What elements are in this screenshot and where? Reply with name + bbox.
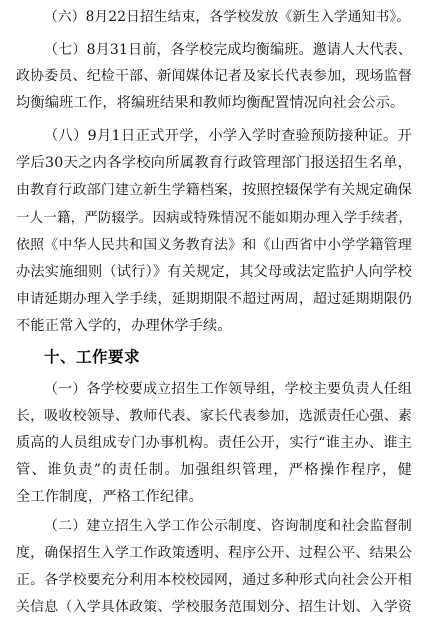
text-line: 办法实施细则（试行）》有关规定，其父母或法定监护人向学校	[16, 264, 412, 280]
text-line: 由教育行政部门建立新生学籍档案，按照控辍保学有关规定确保	[16, 182, 412, 198]
text-line: 不能正常入学的，办理休学手续。	[16, 318, 232, 334]
text-line: 均衡编班工作，将编班结果和教师均衡配置情况向社会公示。	[16, 95, 405, 111]
text-line: 正。各学校要充分利用本校校园网，通过多种形式向社会公开相	[16, 572, 412, 588]
text-line: 关信息（入学具体政策、学校服务范围划分、招生计划、入学资	[16, 599, 412, 615]
text-line: （六）8月22日招生结束，各学校发放《新生入学通知书》。	[44, 9, 411, 25]
text-line: （二）建立招生入学工作公示制度、咨询制度和社会监督制	[44, 518, 412, 534]
text-line: 质高的人员组成专门办事机构。责任公开，实行“谁主办、谁主	[16, 435, 412, 451]
text-line: 政协委员、纪检干部、新闻媒体记者及家长代表参加，现场监督	[16, 68, 412, 84]
text-line: 学后30天之内各学校向所属教育行政管理部门报送招生名单，	[16, 155, 412, 171]
text-line: （七）8月31日前，各学校完成均衡编班。邀请人大代表、	[44, 42, 412, 58]
text-line: （八）9月1日正式开学，小学入学时查验预防接种证。开	[44, 128, 412, 144]
text-line: （一）各学校要成立招生工作领导组，学校主要负责人任组	[44, 381, 412, 397]
section-heading: 十、工作要求	[44, 348, 141, 366]
text-line: 依照《中华人民共和国义务教育法》和《山西省中小学学籍管理	[16, 237, 412, 253]
text-line: 申请延期办理入学手续，延期期限不超过两周，超过延期期限仍	[16, 291, 412, 307]
text-line: 全工作制度，严格工作纪律。	[16, 489, 204, 505]
text-line: 一人一籍，严防辍学。因病或特殊情况不能如期办理入学手续者，	[16, 211, 412, 226]
text-line: 度，确保招生入学工作政策透明、程序公开、过程公平、结果公	[16, 545, 412, 561]
text-line: 管、谁负责”的责任制。加强组织管理，严格操作程序，健	[16, 462, 412, 478]
text-line: 长，吸收校领导、教师代表、家长代表参加，选派责任心强、素	[16, 408, 412, 424]
